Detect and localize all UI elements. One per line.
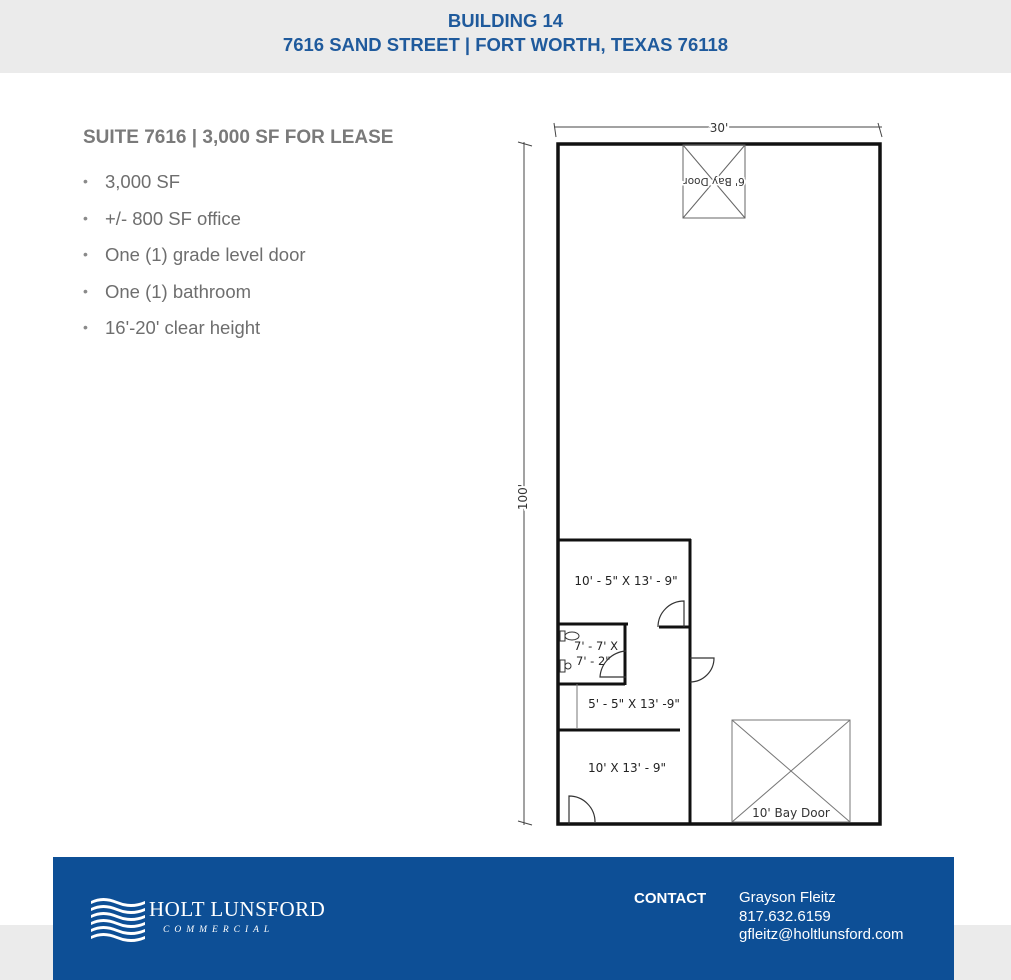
building-name: BUILDING 14 <box>447 10 564 31</box>
contact-name: Grayson Fleitz <box>739 889 836 906</box>
contact-label: CONTACT <box>634 890 707 907</box>
bullet-icon: • <box>83 173 88 189</box>
room-3-label: 10' X 13' - 9" <box>587 761 667 775</box>
bathroom-label-line1: 7' - 7' X <box>574 639 618 653</box>
list-item: • 16'-20' clear height <box>83 317 261 338</box>
page-header <box>0 0 1011 73</box>
bullet-icon: • <box>83 282 88 299</box>
depth-label: 100' <box>516 483 530 511</box>
footer <box>53 857 954 980</box>
list-item: • One (1) bathroom <box>83 280 252 302</box>
contact-email[interactable]: gfleitz@holtlunsford.com <box>739 926 904 943</box>
width-label: 30' <box>709 121 729 135</box>
top-door-label: 6' Bay Door <box>683 175 745 187</box>
floor-plan <box>510 115 900 835</box>
door-swings <box>569 601 714 824</box>
contact-info <box>739 889 903 945</box>
room-2-label: 5' - 5" X 13' -9" <box>588 697 680 711</box>
bullet-icon: • <box>83 319 88 335</box>
bullet-icon: • <box>83 209 88 226</box>
list-item: • 3,000 SF <box>83 171 181 192</box>
holt-lunsford-logo-icon <box>89 891 147 943</box>
list-item: • +/- 800 SF office <box>83 207 241 229</box>
list-item: • One (1) grade level door <box>83 244 306 265</box>
bay-door-label: 10' Bay Door <box>752 806 830 820</box>
room-1-label: 10' - 5" X 13' - 9" <box>574 574 678 588</box>
contact-phone[interactable]: 817.632.6159 <box>739 907 831 925</box>
suite-title: SUITE 7616 | 3,000 SF FOR LEASE <box>83 127 394 148</box>
depth-dimension <box>518 142 532 825</box>
building-address: 7616 SAND STREET | FORT WORTH, TEXAS 76118 <box>282 34 729 55</box>
building-outline <box>558 144 880 824</box>
feature-list <box>83 170 306 353</box>
logo-subtitle: COMMERCIAL <box>163 925 275 935</box>
bathroom-label-line2: 7' - 2" <box>576 654 611 668</box>
bullet-icon: • <box>83 246 88 262</box>
logo-name: HOLT LUNSFORD <box>149 897 326 921</box>
